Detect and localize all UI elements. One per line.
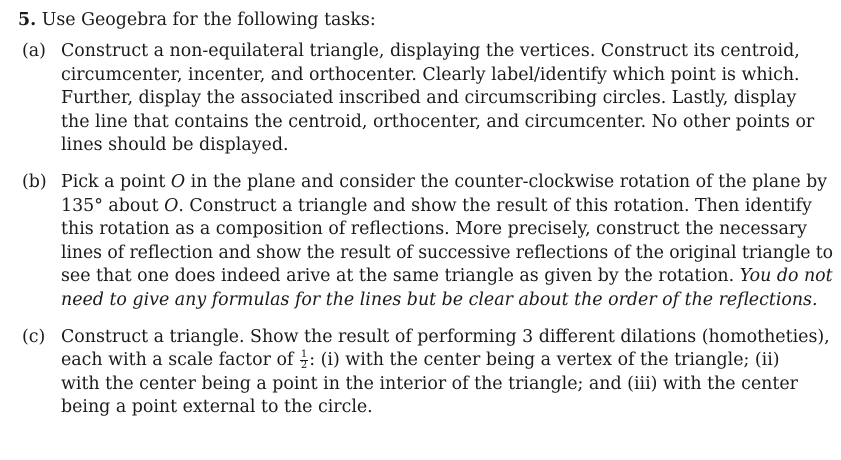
part-c-line-2-pre: each with a scale factor of <box>61 350 299 371</box>
part-a-label: (a) <box>22 41 46 61</box>
part-a-line-2: circumcenter, incenter, and orthocenter. Clearly label/identify which point is which. <box>61 64 800 85</box>
part-b-line-5-pre: see that one does indeed arive at the same triangle as given by the rotation. <box>61 266 740 287</box>
fraction-denominator: 2 <box>300 360 308 372</box>
part-c-line-1: Construct a triangle. Show the result of performing 3 different dilations (homotheties), <box>61 326 830 347</box>
problem-intro: Use Geogebra for the following tasks: <box>41 10 376 30</box>
part-b-line-3: this rotation as a composition of reflections. More precisely, construct the necessary <box>61 219 807 240</box>
scale-factor-fraction <box>300 350 308 371</box>
part-c <box>18 326 828 420</box>
part-a <box>18 40 828 158</box>
part-b-line-2-post: . Construct a triangle and show the result of this rotation. Then identify <box>178 195 812 216</box>
part-b-line-2 <box>61 195 828 219</box>
part-c-line-3: with the center being a point in the interior of the triangle; and (iii) with the center <box>61 373 798 394</box>
problem-number: 5. <box>18 10 37 30</box>
part-b-line-6: need to give any formulas for the lines but be clear about the order of the reflections. <box>61 289 818 310</box>
part-b <box>18 171 833 313</box>
point-o-variable: O <box>170 171 186 192</box>
part-b-note-start: You do not <box>739 266 833 287</box>
part-a-line-1: Construct a non-equilateral triangle, displaying the vertices. Construct its centroid, <box>61 41 800 61</box>
problem-heading <box>18 9 828 31</box>
part-b-label: (b) <box>22 171 47 192</box>
part-c-line-2 <box>61 349 828 373</box>
part-b-line-1-pre: Pick a point <box>61 171 171 192</box>
part-b-line-1-post: in the plane and consider the counter-clockwise rotation of the plane by <box>185 171 828 192</box>
part-b-line-5 <box>61 265 833 289</box>
part-c-label: (c) <box>22 326 46 347</box>
part-b-line-1 <box>61 171 828 195</box>
fraction-numerator: 1 <box>300 349 308 361</box>
part-c-line-2-post: : (i) with the center being a vertex of the triangle; (ii) <box>309 350 780 371</box>
part-a-line-3: Further, display the associated inscribed and circumscribing circles. Lastly, display <box>61 88 797 109</box>
problem-5 <box>18 9 833 433</box>
part-c-line-4: being a point external to the circle. <box>61 397 373 418</box>
part-b-line-4: lines of reflection and show the result of successive reflections of the original triangle to <box>61 242 833 263</box>
part-a-line-5: lines should be displayed. <box>61 135 289 156</box>
point-o-variable: O <box>164 195 179 216</box>
part-b-line-2-pre: 135° about <box>61 195 165 216</box>
part-a-line-4: the line that contains the centroid, orthocenter, and circumcenter. No other points or <box>61 111 815 132</box>
